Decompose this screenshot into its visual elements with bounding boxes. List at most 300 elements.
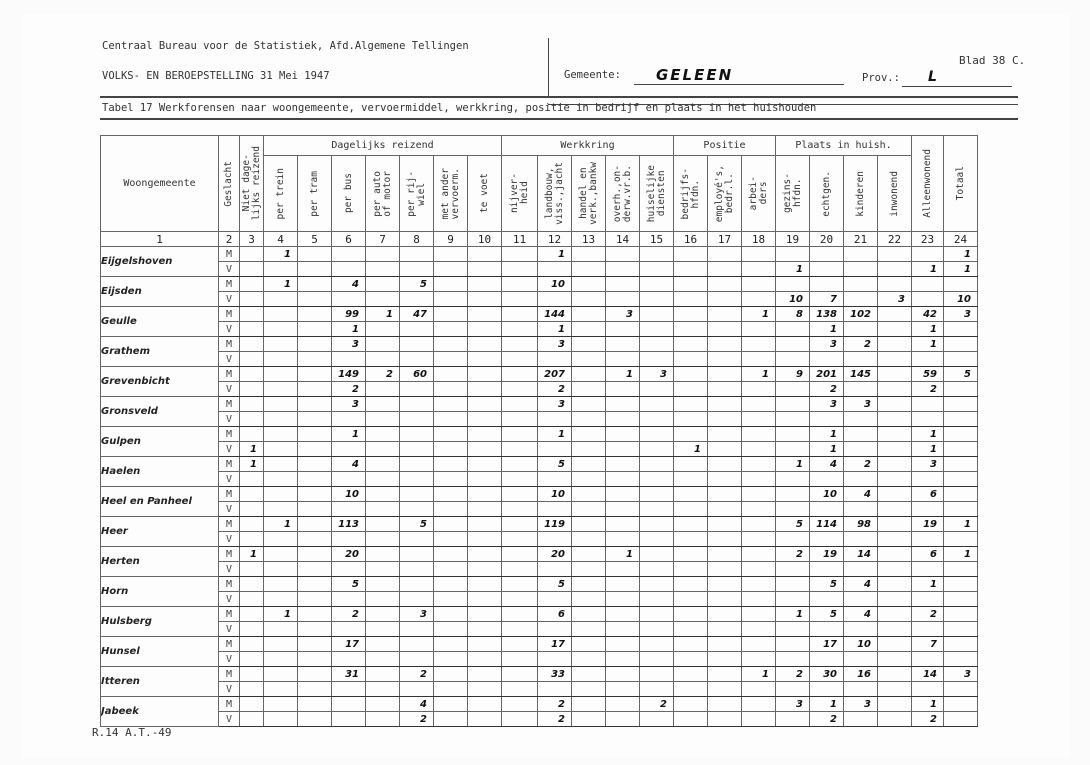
- value-cell: [776, 352, 810, 367]
- value-cell: 1: [912, 697, 944, 712]
- value-cell: [468, 682, 502, 697]
- value-cell: 6: [912, 487, 944, 502]
- value-cell: [944, 382, 978, 397]
- value-cell: [400, 472, 434, 487]
- value-cell: [810, 502, 844, 517]
- value-cell: [742, 292, 776, 307]
- value-cell: [502, 412, 538, 427]
- value-cell: 1: [810, 442, 844, 457]
- value-cell: 8: [776, 307, 810, 322]
- value-cell: [468, 472, 502, 487]
- value-cell: [708, 307, 742, 322]
- value-cell: [332, 562, 366, 577]
- value-cell: 1: [674, 442, 708, 457]
- value-cell: [400, 292, 434, 307]
- value-cell: [878, 397, 912, 412]
- value-cell: [640, 652, 674, 667]
- rule-top: [100, 96, 1018, 98]
- col-geslacht: Geslacht: [219, 136, 240, 232]
- value-cell: [502, 382, 538, 397]
- value-cell: [332, 592, 366, 607]
- value-cell: [468, 307, 502, 322]
- value-cell: [674, 322, 708, 337]
- value-cell: [878, 502, 912, 517]
- value-cell: [366, 547, 400, 562]
- value-cell: 3: [810, 337, 844, 352]
- value-cell: [878, 382, 912, 397]
- value-cell: 2: [810, 382, 844, 397]
- value-cell: [776, 622, 810, 637]
- value-cell: [298, 652, 332, 667]
- value-cell: [674, 502, 708, 517]
- value-cell: [776, 712, 810, 727]
- value-cell: 7: [810, 292, 844, 307]
- value-cell: [640, 607, 674, 622]
- value-cell: 6: [912, 547, 944, 562]
- value-cell: [502, 427, 538, 442]
- value-cell: [810, 592, 844, 607]
- value-cell: [366, 622, 400, 637]
- value-cell: [708, 532, 742, 547]
- value-cell: 5: [400, 277, 434, 292]
- value-cell: 1: [606, 547, 640, 562]
- value-cell: [366, 382, 400, 397]
- value-cell: [572, 517, 606, 532]
- value-cell: [944, 712, 978, 727]
- value-cell: 4: [332, 277, 366, 292]
- value-cell: [572, 652, 606, 667]
- value-cell: [640, 547, 674, 562]
- value-cell: [366, 427, 400, 442]
- value-cell: 1: [810, 697, 844, 712]
- value-cell: [572, 277, 606, 292]
- value-cell: 3: [538, 337, 572, 352]
- value-cell: [298, 667, 332, 682]
- value-cell: [366, 277, 400, 292]
- value-cell: [400, 532, 434, 547]
- value-cell: [776, 337, 810, 352]
- value-cell: [844, 502, 878, 517]
- value-cell: [708, 277, 742, 292]
- value-cell: [944, 532, 978, 547]
- value-cell: [264, 532, 298, 547]
- value-cell: [298, 412, 332, 427]
- value-cell: 3: [640, 367, 674, 382]
- sex-cell: V: [219, 292, 240, 307]
- value-cell: [240, 382, 264, 397]
- value-cell: [944, 697, 978, 712]
- value-cell: 3: [844, 697, 878, 712]
- value-cell: [742, 547, 776, 562]
- sex-cell: V: [219, 532, 240, 547]
- value-cell: [434, 577, 468, 592]
- value-cell: [298, 472, 332, 487]
- value-cell: [468, 322, 502, 337]
- value-cell: 138: [810, 307, 844, 322]
- value-cell: 1: [912, 262, 944, 277]
- header-divider: [548, 38, 549, 98]
- value-cell: [366, 292, 400, 307]
- value-cell: [434, 682, 468, 697]
- value-cell: [912, 622, 944, 637]
- value-cell: [434, 247, 468, 262]
- value-cell: [366, 532, 400, 547]
- value-cell: 3: [912, 457, 944, 472]
- value-cell: 20: [538, 547, 572, 562]
- col-bedrijfs: bedrijfs- hfdn.: [674, 156, 708, 232]
- value-cell: 3: [332, 397, 366, 412]
- table-row: [101, 592, 978, 607]
- value-cell: [298, 637, 332, 652]
- value-cell: [708, 562, 742, 577]
- table-row: [101, 412, 978, 427]
- value-cell: [912, 277, 944, 292]
- value-cell: 16: [844, 667, 878, 682]
- value-cell: [640, 532, 674, 547]
- value-cell: [502, 577, 538, 592]
- value-cell: 2: [640, 697, 674, 712]
- value-cell: [572, 472, 606, 487]
- value-cell: [844, 262, 878, 277]
- value-cell: [502, 682, 538, 697]
- value-cell: 5: [776, 517, 810, 532]
- value-cell: [332, 697, 366, 712]
- value-cell: [708, 352, 742, 367]
- value-cell: [298, 397, 332, 412]
- col-inwonend: inwonend: [878, 156, 912, 232]
- value-cell: [640, 637, 674, 652]
- value-cell: [332, 472, 366, 487]
- value-cell: [538, 502, 572, 517]
- value-cell: [400, 247, 434, 262]
- value-cell: [742, 352, 776, 367]
- value-cell: [776, 322, 810, 337]
- value-cell: [240, 427, 264, 442]
- col-number: 21: [844, 232, 878, 247]
- value-cell: [502, 517, 538, 532]
- value-cell: [776, 502, 810, 517]
- value-cell: 4: [400, 697, 434, 712]
- group-plaats: Plaats in huish.: [776, 136, 912, 156]
- value-cell: [640, 667, 674, 682]
- table-row: [101, 622, 978, 637]
- value-cell: [878, 547, 912, 562]
- value-cell: [878, 592, 912, 607]
- value-cell: [538, 682, 572, 697]
- col-number: 18: [742, 232, 776, 247]
- value-cell: [606, 517, 640, 532]
- value-cell: [264, 367, 298, 382]
- value-cell: 31: [332, 667, 366, 682]
- value-cell: 4: [844, 607, 878, 622]
- value-cell: [502, 712, 538, 727]
- value-cell: [298, 382, 332, 397]
- value-cell: 3: [606, 307, 640, 322]
- value-cell: [878, 577, 912, 592]
- value-cell: 2: [538, 697, 572, 712]
- col-number: 2: [219, 232, 240, 247]
- value-cell: [776, 277, 810, 292]
- value-cell: [502, 562, 538, 577]
- value-cell: [674, 712, 708, 727]
- value-cell: [640, 517, 674, 532]
- value-cell: 1: [912, 337, 944, 352]
- value-cell: 3: [878, 292, 912, 307]
- value-cell: [538, 412, 572, 427]
- value-cell: [538, 442, 572, 457]
- value-cell: [878, 442, 912, 457]
- col-number: 7: [366, 232, 400, 247]
- value-cell: [502, 352, 538, 367]
- value-cell: [298, 622, 332, 637]
- col-number: 17: [708, 232, 742, 247]
- value-cell: [572, 457, 606, 472]
- value-cell: [434, 697, 468, 712]
- value-cell: 5: [332, 577, 366, 592]
- value-cell: [708, 697, 742, 712]
- col-arbeiders: arbei- ders: [742, 156, 776, 232]
- value-cell: [708, 247, 742, 262]
- value-cell: [434, 397, 468, 412]
- value-cell: 2: [844, 457, 878, 472]
- table-row: [101, 562, 978, 577]
- value-cell: [468, 607, 502, 622]
- value-cell: [434, 277, 468, 292]
- value-cell: [468, 337, 502, 352]
- value-cell: [332, 712, 366, 727]
- value-cell: [944, 637, 978, 652]
- table-row: [101, 442, 978, 457]
- value-cell: [298, 562, 332, 577]
- value-cell: [572, 427, 606, 442]
- value-cell: [878, 697, 912, 712]
- value-cell: [572, 562, 606, 577]
- value-cell: 10: [810, 487, 844, 502]
- value-cell: [366, 472, 400, 487]
- value-cell: 2: [776, 547, 810, 562]
- value-cell: [572, 697, 606, 712]
- value-cell: [434, 592, 468, 607]
- value-cell: [264, 502, 298, 517]
- table-title: Tabel 17 Werkforensen naar woongemeente, vervoermiddel, werkkring, positie in bedrijf en plaats in het huishouden: [102, 102, 817, 114]
- value-cell: [640, 457, 674, 472]
- value-cell: [434, 352, 468, 367]
- value-cell: [742, 652, 776, 667]
- value-cell: [606, 247, 640, 262]
- value-cell: [742, 697, 776, 712]
- value-cell: [468, 352, 502, 367]
- value-cell: [944, 472, 978, 487]
- value-cell: [264, 487, 298, 502]
- value-cell: [366, 457, 400, 472]
- value-cell: [742, 397, 776, 412]
- value-cell: [400, 637, 434, 652]
- value-cell: [572, 367, 606, 382]
- value-cell: [708, 427, 742, 442]
- value-cell: [264, 292, 298, 307]
- value-cell: [400, 442, 434, 457]
- value-cell: [468, 622, 502, 637]
- sex-cell: M: [219, 247, 240, 262]
- col-number: 5: [298, 232, 332, 247]
- value-cell: [572, 262, 606, 277]
- value-cell: [878, 682, 912, 697]
- value-cell: [298, 262, 332, 277]
- value-cell: [298, 292, 332, 307]
- value-cell: [844, 412, 878, 427]
- value-cell: 1: [240, 457, 264, 472]
- value-cell: [708, 457, 742, 472]
- value-cell: [674, 472, 708, 487]
- value-cell: [332, 412, 366, 427]
- value-cell: [264, 352, 298, 367]
- value-cell: 20: [332, 547, 366, 562]
- value-cell: [572, 397, 606, 412]
- col-number: 11: [502, 232, 538, 247]
- value-cell: 1: [264, 517, 298, 532]
- value-cell: [844, 427, 878, 442]
- table-row: [101, 457, 978, 472]
- value-cell: [742, 682, 776, 697]
- value-cell: [944, 352, 978, 367]
- table-row: [101, 292, 978, 307]
- value-cell: [264, 652, 298, 667]
- value-cell: [434, 652, 468, 667]
- value-cell: [742, 637, 776, 652]
- value-cell: [708, 547, 742, 562]
- value-cell: 1: [606, 367, 640, 382]
- town-name: Eijsden: [101, 277, 219, 307]
- value-cell: [878, 712, 912, 727]
- value-cell: [400, 652, 434, 667]
- value-cell: 1: [240, 547, 264, 562]
- value-cell: [502, 442, 538, 457]
- value-cell: [298, 457, 332, 472]
- value-cell: [538, 622, 572, 637]
- value-cell: 59: [912, 367, 944, 382]
- value-cell: [366, 247, 400, 262]
- value-cell: [640, 562, 674, 577]
- value-cell: [606, 352, 640, 367]
- value-cell: [298, 592, 332, 607]
- value-cell: [640, 682, 674, 697]
- value-cell: 1: [776, 457, 810, 472]
- value-cell: 2: [810, 712, 844, 727]
- value-cell: [366, 487, 400, 502]
- value-cell: [502, 277, 538, 292]
- town-name: Eijgelshoven: [101, 247, 219, 277]
- value-cell: [468, 277, 502, 292]
- value-cell: 1: [742, 667, 776, 682]
- sex-cell: M: [219, 337, 240, 352]
- value-cell: [708, 652, 742, 667]
- town-name: Heer: [101, 517, 219, 547]
- value-cell: [674, 427, 708, 442]
- value-cell: 10: [332, 487, 366, 502]
- col-number: 16: [674, 232, 708, 247]
- value-cell: [640, 427, 674, 442]
- table-row: [101, 367, 978, 382]
- town-name: Jabeek: [101, 697, 219, 727]
- value-cell: [606, 277, 640, 292]
- value-cell: [468, 517, 502, 532]
- value-cell: [572, 667, 606, 682]
- sex-cell: M: [219, 637, 240, 652]
- value-cell: 33: [538, 667, 572, 682]
- value-cell: 17: [810, 637, 844, 652]
- sex-cell: M: [219, 697, 240, 712]
- value-cell: 1: [944, 262, 978, 277]
- table-row: [101, 607, 978, 622]
- value-cell: [640, 592, 674, 607]
- value-cell: [878, 427, 912, 442]
- town-name: Herten: [101, 547, 219, 577]
- value-cell: [264, 427, 298, 442]
- value-cell: [606, 712, 640, 727]
- town-name: Hulsberg: [101, 607, 219, 637]
- value-cell: [674, 562, 708, 577]
- value-cell: [400, 562, 434, 577]
- value-cell: [606, 607, 640, 622]
- value-cell: [572, 712, 606, 727]
- value-cell: 4: [332, 457, 366, 472]
- value-cell: 1: [776, 262, 810, 277]
- value-cell: 10: [776, 292, 810, 307]
- value-cell: [502, 292, 538, 307]
- table-row: [101, 247, 978, 262]
- value-cell: [640, 277, 674, 292]
- value-cell: [844, 247, 878, 262]
- value-cell: [366, 712, 400, 727]
- sex-cell: V: [219, 442, 240, 457]
- value-cell: [878, 622, 912, 637]
- value-cell: [944, 607, 978, 622]
- value-cell: [776, 442, 810, 457]
- value-cell: [366, 337, 400, 352]
- value-cell: [468, 667, 502, 682]
- value-cell: [708, 517, 742, 532]
- value-cell: [640, 292, 674, 307]
- value-cell: [878, 367, 912, 382]
- col-employes: employé's, bedr.l.: [708, 156, 742, 232]
- value-cell: [434, 712, 468, 727]
- col-totaal: Totaal: [944, 136, 978, 232]
- value-cell: [468, 652, 502, 667]
- table-row: [101, 397, 978, 412]
- value-cell: [434, 637, 468, 652]
- value-cell: [240, 277, 264, 292]
- value-cell: [366, 322, 400, 337]
- value-cell: [742, 562, 776, 577]
- value-cell: [434, 382, 468, 397]
- value-cell: 17: [332, 637, 366, 652]
- value-cell: [776, 682, 810, 697]
- value-cell: [468, 562, 502, 577]
- value-cell: [240, 652, 264, 667]
- value-cell: [674, 592, 708, 607]
- value-cell: [502, 652, 538, 667]
- value-cell: [240, 697, 264, 712]
- value-cell: [434, 442, 468, 457]
- value-cell: [912, 562, 944, 577]
- col-number: 6: [332, 232, 366, 247]
- census-form: [22, 14, 1070, 758]
- value-cell: [742, 442, 776, 457]
- value-cell: [502, 622, 538, 637]
- sex-cell: M: [219, 367, 240, 382]
- value-cell: [298, 487, 332, 502]
- value-cell: [912, 502, 944, 517]
